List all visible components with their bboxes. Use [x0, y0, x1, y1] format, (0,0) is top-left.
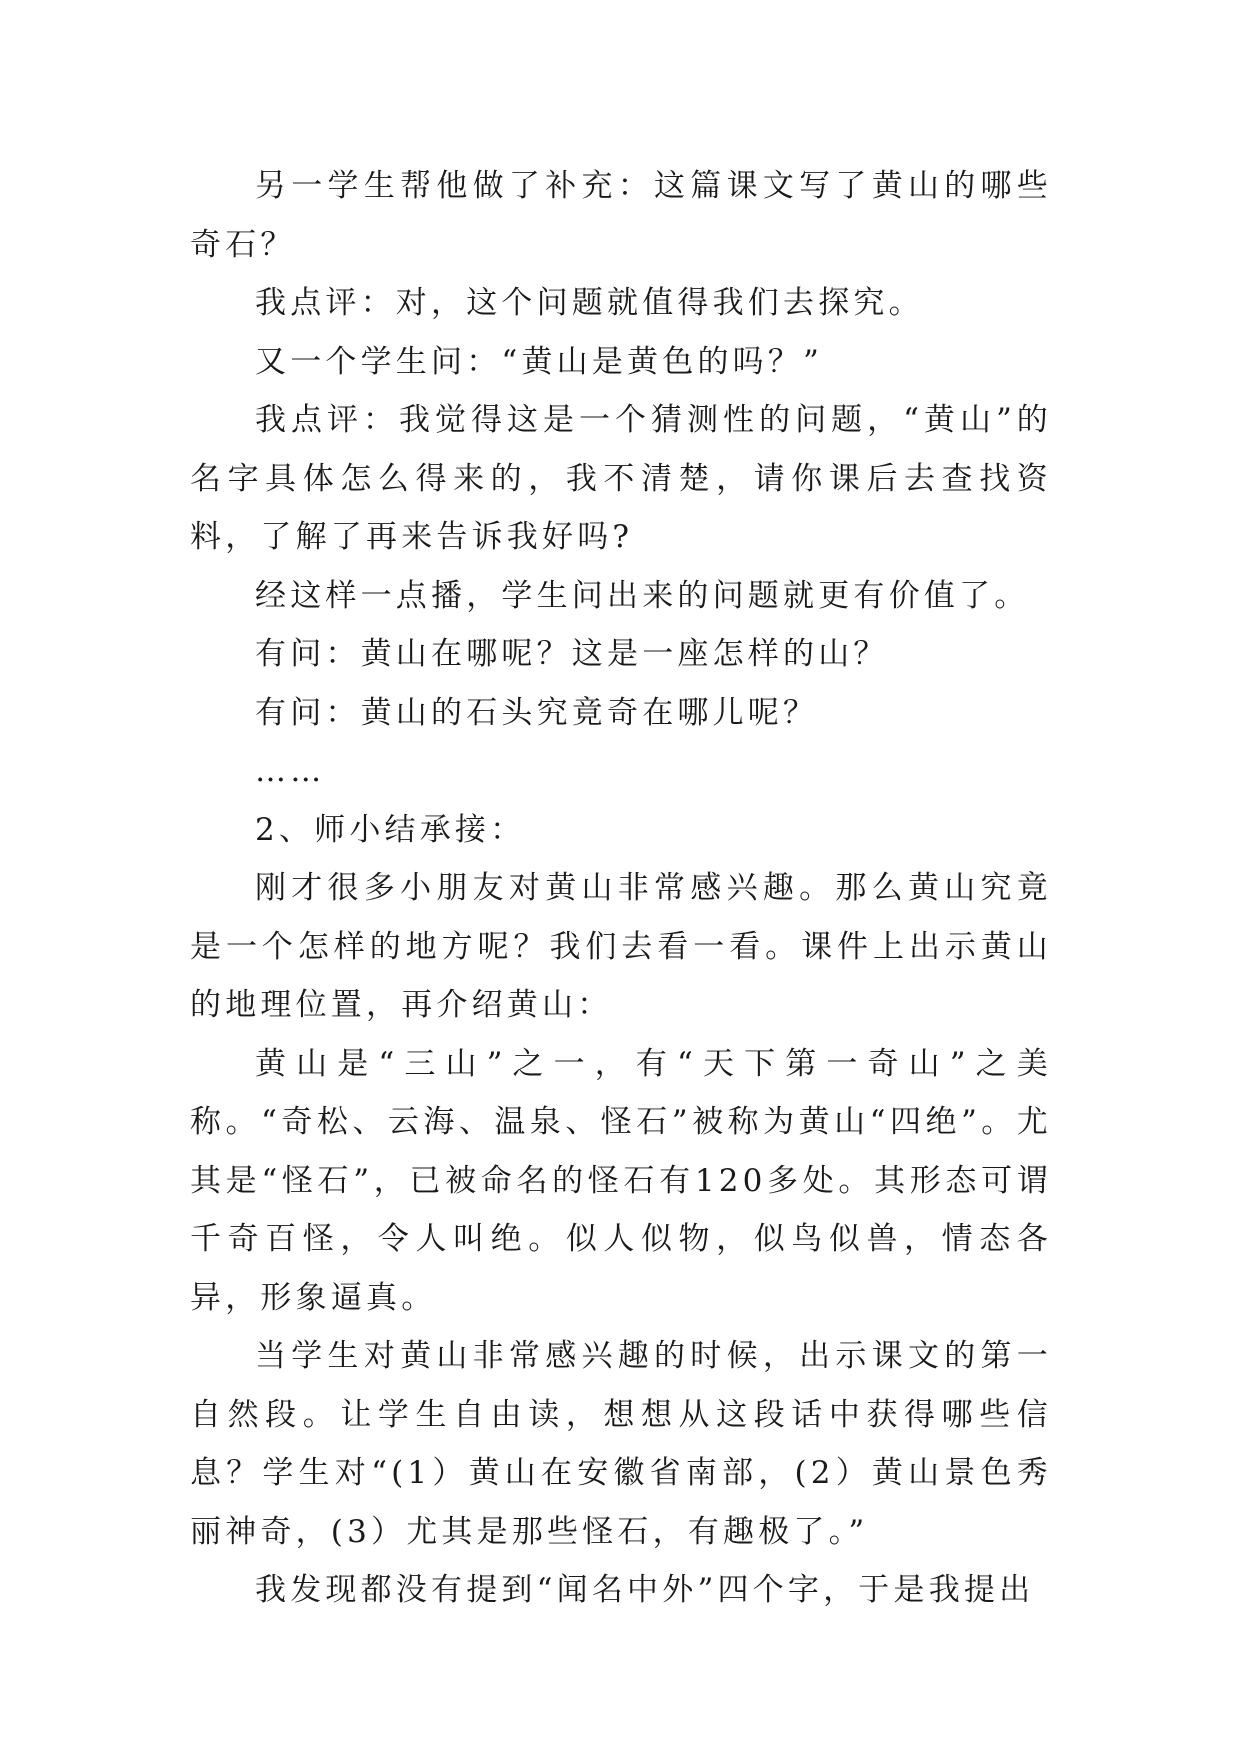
paragraph-10: 刚才很多小朋友对黄山非常感兴趣。那么黄山究竟是一个怎样的地方呢？我们去看一看。课件上出示黄山的地理位置，再介绍黄山： [190, 870, 1052, 1023]
paragraph-8: …… [255, 753, 326, 789]
paragraph-3: 又一个学生问：“黄山是黄色的吗？” [255, 343, 824, 380]
paragraph-7: 有问：黄山的石头究竟奇在哪儿呢？ [255, 694, 819, 731]
paragraph-13: 我发现都没有提到“闻名中外”四个字，于是我提出 [255, 1572, 1035, 1608]
paragraph-9: 2、师小结承接： [255, 811, 526, 848]
paragraph-12: 当学生对黄山非常感兴趣的时候，出示课文的第一自然段。让学生自由读，想想从这段话中获得哪些信息？学生对“(1）黄山在安徽省南部，(2）黄山景色秀丽神奇，(3）尤其是那些怪石，有趣极了。” [190, 1338, 1052, 1550]
paragraph-6: 有问：黄山在哪呢？这是一座怎样的山？ [255, 636, 889, 672]
paragraph-2: 我点评：对，这个问题就值得我们去探究。 [255, 285, 924, 321]
paragraph-4: 我点评：我觉得这是一个猜测性的问题，“黄山”的名字具体怎么得来的，我不清楚，请你课后去查找资料，了解了再来告诉我好吗? [190, 402, 1052, 555]
paragraph-5: 经这样一点播，学生问出来的问题就更有价值了。 [255, 577, 1030, 614]
document-body [190, 157, 1052, 1620]
paragraph-11: 黄山是“三山”之一，有“天下第一奇山”之美称。“奇松、云海、温泉、怪石”被称为黄山“四绝”。尤其是“怪石”，已被命名的怪石有120多处。其形态可谓千奇百怪，令人叫绝。似人似物，似鸟似兽，情态各异，形象逼真。 [190, 1045, 1052, 1316]
paragraph-1: 另一学生帮他做了补充：这篇课文写了黄山的哪些奇石？ [190, 168, 1052, 263]
